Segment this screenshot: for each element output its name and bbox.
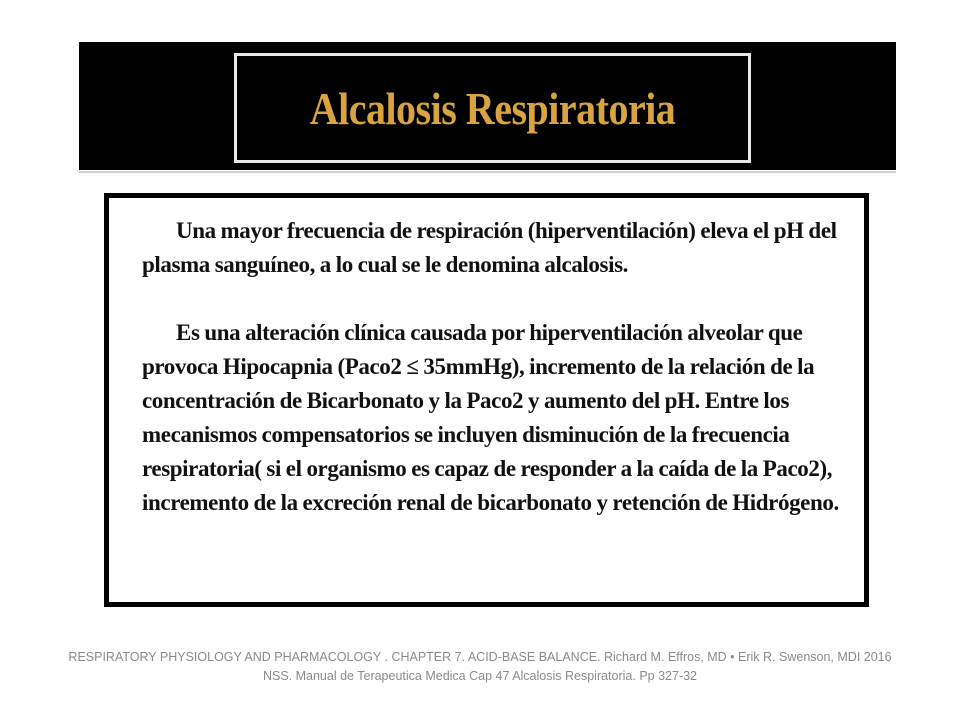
title-divider xyxy=(79,171,896,173)
title-frame xyxy=(234,53,751,163)
paragraph-definition: Una mayor frecuencia de respiración (hiperventilación) eleva el pH del plasma sanguíneo, a lo cual se le denomina alcalosis. xyxy=(142,218,837,277)
paragraph-description: Es una alteración clínica causada por hiperventilación alveolar que provoca Hipocapnia (Paco2 ≤ 35mmHg), incremento de la relación de la concentración de Bicarbonato y la Paco2 y aumento del pH. Entre los mecanismos compensatorios se incluyen disminución de la frecuencia respiratoria( si el organismo es capaz de responder a la caída de la Paco2), incremento de la excreción renal de bicarbonato y retención de Hidrógeno. xyxy=(142,320,839,515)
references-footer xyxy=(40,648,920,686)
content-frame xyxy=(104,193,869,607)
slide-title: Alcalosis Respiratoria xyxy=(309,82,676,134)
reference-2: NSS. Manual de Terapeutica Medica Cap 47 Alcalosis Respiratoria. Pp 327-32 xyxy=(262,669,698,683)
reference-1: RESPIRATORY PHYSIOLOGY AND PHARMACOLOGY . CHAPTER 7. ACID-BASE BALANCE. Richard M. Effros, MD • Erik R. Swenson, MDI 2016 xyxy=(68,650,892,664)
